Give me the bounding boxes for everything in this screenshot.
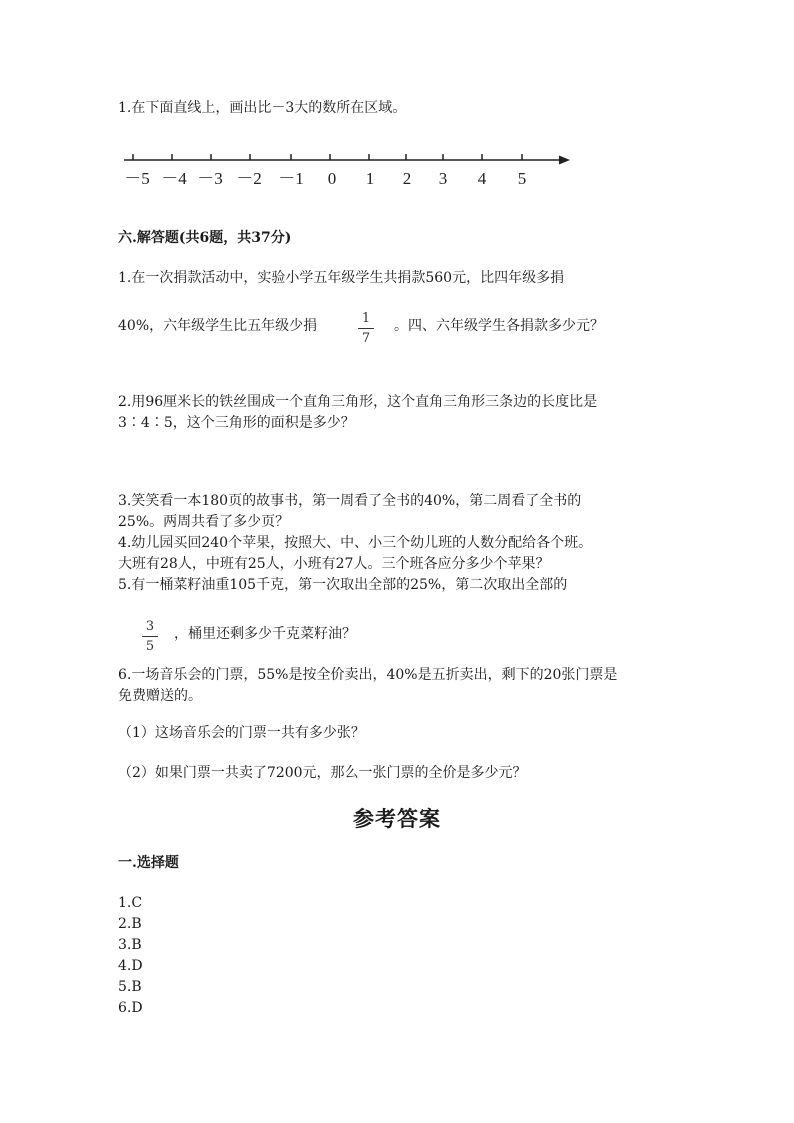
q4-line2: 大班有28人，中班有25人，小班有27人。三个班各应分多少个苹果？: [118, 556, 550, 572]
number-line-label: －3: [197, 169, 223, 188]
number-line-label: 2: [402, 169, 412, 188]
number-line-label: －2: [236, 169, 262, 188]
number-line-label: －1: [278, 169, 304, 188]
answer-item: 3.B: [118, 937, 142, 953]
number-line-label: 0: [327, 169, 337, 188]
section6-heading: 六.解答题(共6题，共37分): [118, 230, 292, 246]
number-line-arrow: [559, 156, 570, 165]
question-numberline: 1.在下面直线上，画出比－3大的数所在区域。: [118, 100, 407, 116]
q6-sub1: （1）这场音乐会的门票一共有多少张？: [118, 725, 365, 741]
q1-fraction-denominator: 7: [361, 331, 371, 346]
number-line-label: 1: [365, 169, 375, 188]
answer-item: 6.D: [118, 1000, 143, 1016]
q3-line2: 25%。两周共看了多少页？: [118, 514, 290, 530]
q1-line2a: 40%，六年级学生比五年级少捐: [118, 318, 318, 334]
q1-line2b: 。四、六年级学生各捐款多少元？: [394, 318, 604, 334]
answers-title: 参考答案: [353, 806, 441, 831]
q4-line1: 4.幼儿园买回240个苹果，按照大、中、小三个幼儿班的人数分配给各个班。: [118, 535, 593, 551]
q5-line2: ，桶里还剩多少千克菜籽油？: [174, 626, 356, 642]
number-line-label: 5: [517, 169, 527, 188]
q5-fraction-numerator: 3: [145, 619, 155, 634]
q6-line1: 6.一场音乐会的门票，55%是按全价卖出，40%是五折卖出，剩下的20张门票是: [118, 667, 618, 683]
number-line-label: －5: [124, 169, 150, 188]
number-line-label: －4: [161, 169, 187, 188]
q3-line1: 3.笑笑看一本180页的故事书，第一周看了全书的40%，第二周看了全书的: [118, 493, 582, 509]
q6-line2: 免费赠送的。: [118, 688, 202, 704]
answers-section1-heading: 一.选择题: [118, 855, 179, 871]
q5-line1: 5.有一桶菜籽油重105千克，第一次取出全部的25%，第二次取出全部的: [118, 577, 568, 593]
answer-item: 4.D: [118, 958, 143, 974]
q5-fraction: [139, 619, 161, 654]
q6-sub2: （2）如果门票一共卖了7200元，那么一张门票的全价是多少元？: [118, 765, 527, 781]
q2-line2: 3∶4∶5，这个三角形的面积是多少？: [118, 415, 355, 431]
number-line-label: 4: [477, 169, 487, 188]
q1-line1: 1.在一次捐款活动中，实验小学五年级学生共捐款560元，比四年级多捐: [118, 270, 565, 286]
answer-item: 5.B: [118, 979, 142, 995]
q1-fraction: [355, 311, 377, 346]
answer-item: 1.C: [118, 895, 143, 911]
answer-item: 2.B: [118, 916, 142, 932]
number-line-label: 3: [438, 169, 448, 188]
q2-line1: 2.用96厘米长的铁丝围成一个直角三角形，这个直角三角形三条边的长度比是: [118, 394, 598, 410]
q1-fraction-numerator: 1: [361, 311, 371, 326]
q5-fraction-bar: [142, 636, 158, 637]
q5-fraction-denominator: 5: [145, 639, 155, 654]
q1-fraction-bar: [358, 328, 374, 329]
